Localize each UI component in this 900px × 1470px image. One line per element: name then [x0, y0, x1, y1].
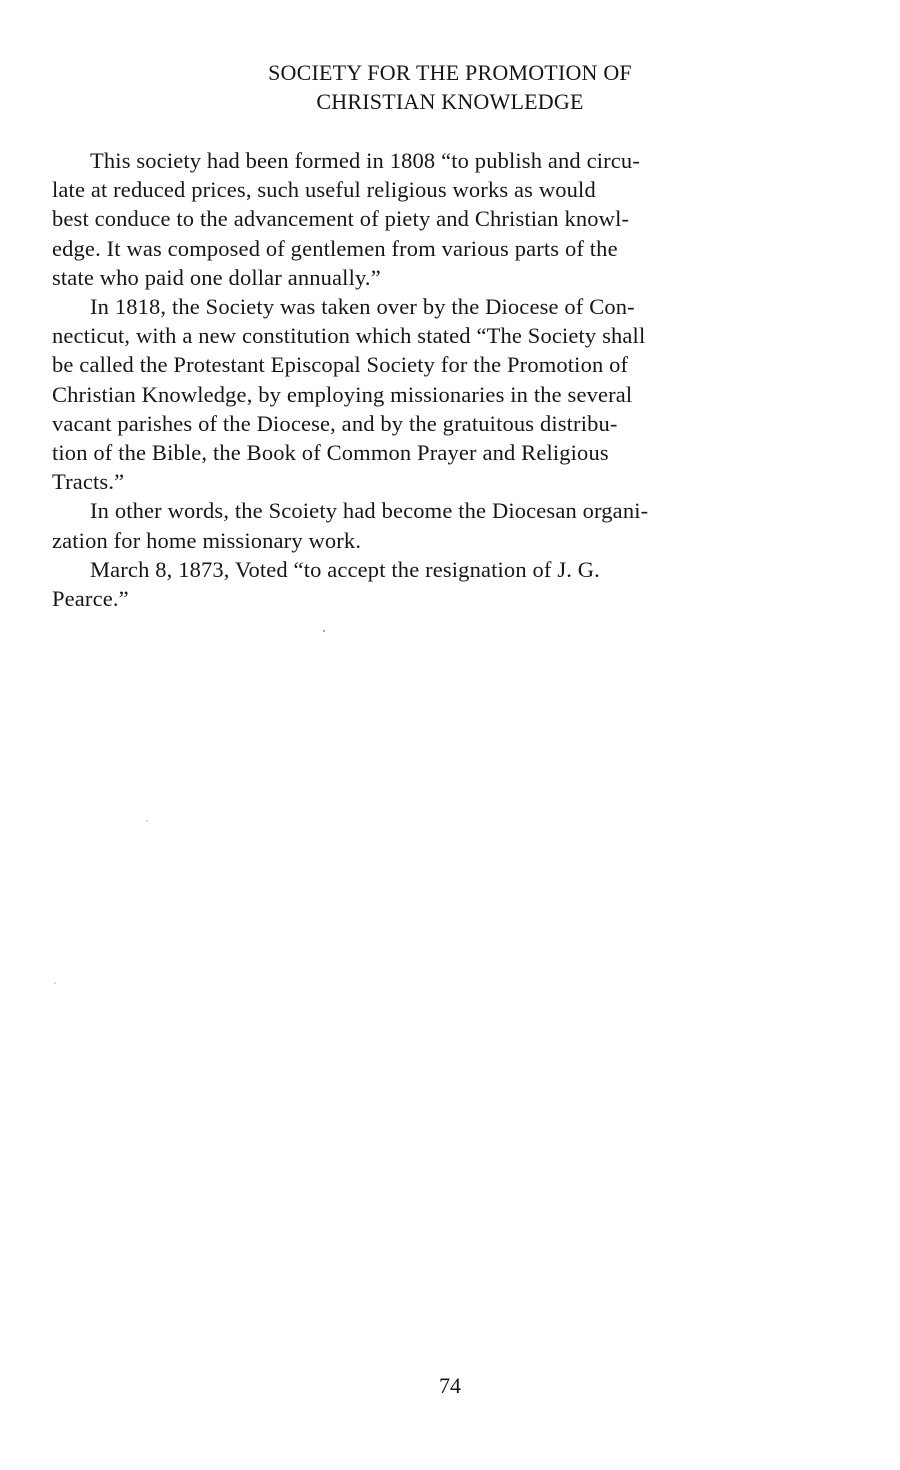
text-line: In other words, the Scoiety had become the Diocesan organi-	[90, 498, 649, 524]
title-line: CHRISTIAN KNOWLEDGE	[316, 89, 584, 114]
title-line: SOCIETY FOR THE PROMOTION OF	[268, 60, 632, 85]
text-line: necticut, with a new constitution which stated “The Society shall	[52, 323, 646, 349]
text-line: late at reduced prices, such useful religious works as would	[52, 177, 596, 203]
text-line: In 1818, the Society was taken over by the Diocese of Con-	[90, 294, 635, 320]
text-line: tion of the Bible, the Book of Common Prayer and Religious	[52, 440, 609, 466]
paragraph-2	[52, 292, 852, 496]
paragraph-3	[52, 496, 852, 554]
text-line: state who paid one dollar annually.”	[52, 264, 381, 290]
text-line: best conduce to the advancement of piety and Christian knowl-	[52, 206, 630, 232]
scan-speck	[146, 820, 148, 822]
paragraph-1	[52, 146, 852, 292]
text-line: zation for home missionary work.	[52, 527, 362, 553]
text-line: Pearce.”	[52, 586, 129, 612]
page-title	[0, 58, 900, 116]
text-line: edge. It was composed of gentlemen from various parts of the	[52, 235, 618, 261]
text-line: vacant parishes of the Diocese, and by the gratuitous distribu-	[52, 410, 618, 436]
scan-speck	[323, 630, 325, 632]
text-line: be called the Protestant Episcopal Society for the Promotion of	[52, 352, 629, 378]
text-line: Christian Knowledge, by employing missionaries in the several	[52, 381, 633, 407]
paragraph-4	[52, 555, 852, 613]
text-line: Tracts.”	[52, 469, 125, 495]
text-line: This society had been formed in 1808 “to publish and circu-	[90, 148, 640, 173]
scan-speck	[54, 982, 56, 984]
page-number: 74	[439, 1373, 461, 1398]
text-line: March 8, 1873, Voted “to accept the resignation of J. G.	[90, 556, 600, 582]
body-text	[52, 146, 852, 613]
